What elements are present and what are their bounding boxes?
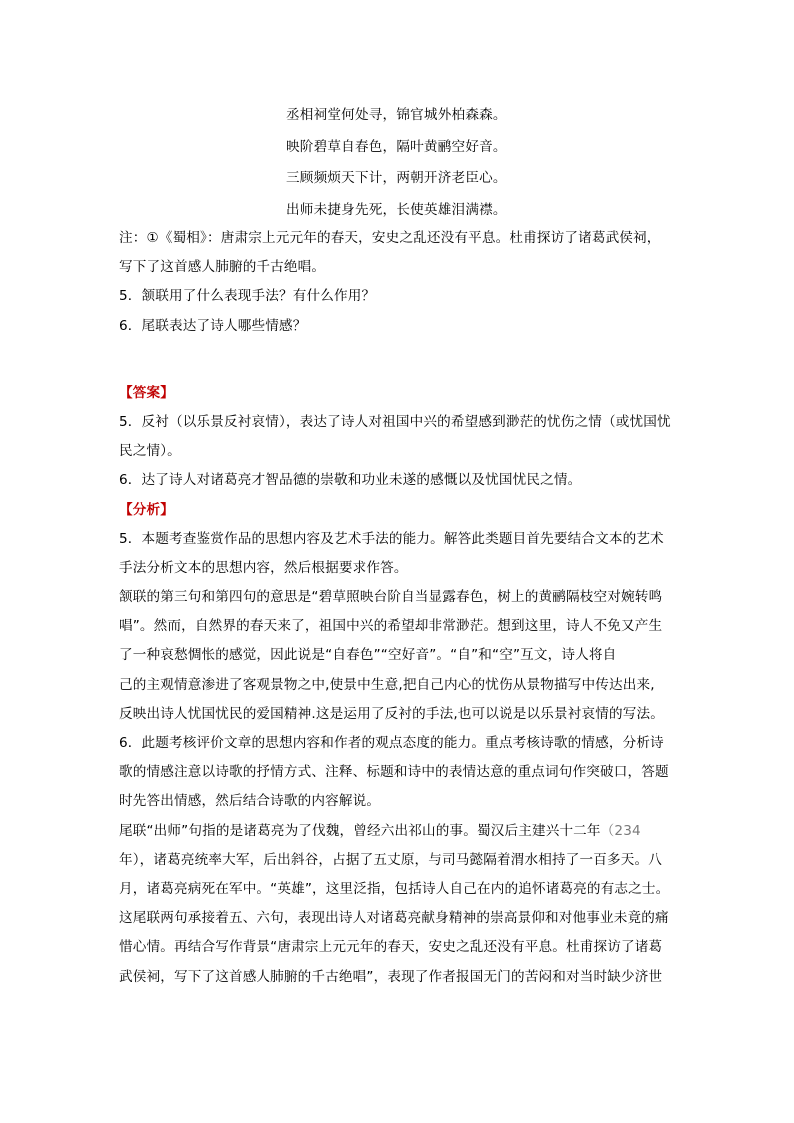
question-6: 6．尾联表达了诗人哪些情感？: [119, 317, 307, 334]
analysis-line: 反映出诗人忧国忧民的爱国精神.这是运用了反衬的手法,也可以说是以乐景衬哀情的写法。: [119, 705, 664, 722]
answer-6: 6．达了诗人对诸葛亮才智品德的崇敬和功业未遂的感慨以及忧国忧民之情。: [119, 472, 582, 489]
poem-line: 三顾频烦天下计，两朝开济老臣心。: [286, 170, 507, 186]
analysis-line: 己的主观情意渗进了客观景物之中,使景中生意,把自己内心的忧伤从景物描写中传达出来,: [119, 676, 655, 693]
analysis-heading: 【分析】: [119, 501, 174, 518]
analysis-line: 唱”。然而，自然界的春天来了，祖国中兴的希望却非常渺茫。想到这里，诗人不免又产生: [119, 618, 663, 635]
analysis-line: 月，诸葛亮病死在军中。“英雄”，这里泛指，包括诗人自己在内的追怀诸葛亮的有志之士。: [119, 880, 670, 897]
year-number: （234: [600, 822, 641, 839]
poem-line: 丞相祠堂何处寻，锦官城外柏森森。: [286, 107, 507, 123]
analysis-line: [119, 818, 677, 847]
answer-heading: 【答案】: [119, 384, 174, 401]
answer-5-line: 5．反衬（以乐景反衬哀情），表达了诗人对祖国中兴的希望感到渺茫的忧伤之情（或忧国忧: [119, 413, 671, 430]
analysis-line: 了一种哀愁惆怅的感觉，因此说是“自春色”“空好音”。“自”和“空”互文，诗人将自: [119, 647, 617, 664]
question-5: 5．颔联用了什么表现手法？有什么作用？: [119, 288, 376, 305]
analysis-line: 惜心情。再结合写作背景“唐肃宗上元元年的春天，安史之乱还没有平息。杜甫探访了诸葛: [119, 939, 663, 956]
note-line: 注：①《蜀相》：唐肃宗上元元年的春天，安史之乱还没有平息。杜甫探访了诸葛武侯祠，: [119, 230, 661, 246]
analysis-line: 6．此题考核评价文章的思想内容和作者的观点态度的能力。重点考核诗歌的情感，分析诗: [119, 735, 664, 751]
analysis-line: 手法分析文本的思想内容，然后根据要求作答。: [119, 559, 408, 576]
analysis-line: 这尾联两句承接着五、六句，表现出诗人对诸葛亮献身精神的崇高景仰和对他事业未竟的痛: [119, 910, 669, 927]
analysis-line: 年），诸葛亮统率大军，后出斜谷，占据了五丈原，与司马懿隔着渭水相持了一百多天。八: [119, 851, 662, 868]
note-line: 写下了这首感人肺腑的千古绝唱。: [119, 259, 326, 276]
analysis-line: 歌的情感注意以诗歌的抒情方式、注释、标题和诗中的表情达意的重点词句作突破口，答题: [119, 764, 669, 781]
poem-block: [286, 101, 586, 227]
analysis-line: 颔联的第三句和第四句的意思是“碧草照映台阶自当显露春色，树上的黄鹂隔枝空对婉转鸣: [119, 589, 663, 606]
poem-line: 映阶碧草自春色，隔叶黄鹂空好音。: [286, 138, 507, 155]
spacer: [119, 342, 677, 380]
analysis-line: 5．本题考查鉴赏作品的思想内容及艺术手法的能力。解答此类题目首先要结合文本的艺术: [119, 530, 664, 547]
analysis-text: 尾联“出师”句指的是诸葛亮为了伐魏，曾经六出祁山的事。蜀汉后主建兴十二年: [119, 822, 601, 839]
analysis-line: 时先答出情感，然后结合诗歌的内容解说。: [119, 793, 381, 810]
answer-5-line: 民之情）。: [119, 443, 181, 460]
analysis-line: 武侯祠，写下了这首感人肺腑的千古绝唱”，表现了作者报国无门的苦闷和对当时缺少济世: [119, 968, 663, 985]
body-text: [119, 225, 677, 993]
poem-line: 出师未捷身先死，长使英雄泪满襟。: [286, 201, 507, 218]
